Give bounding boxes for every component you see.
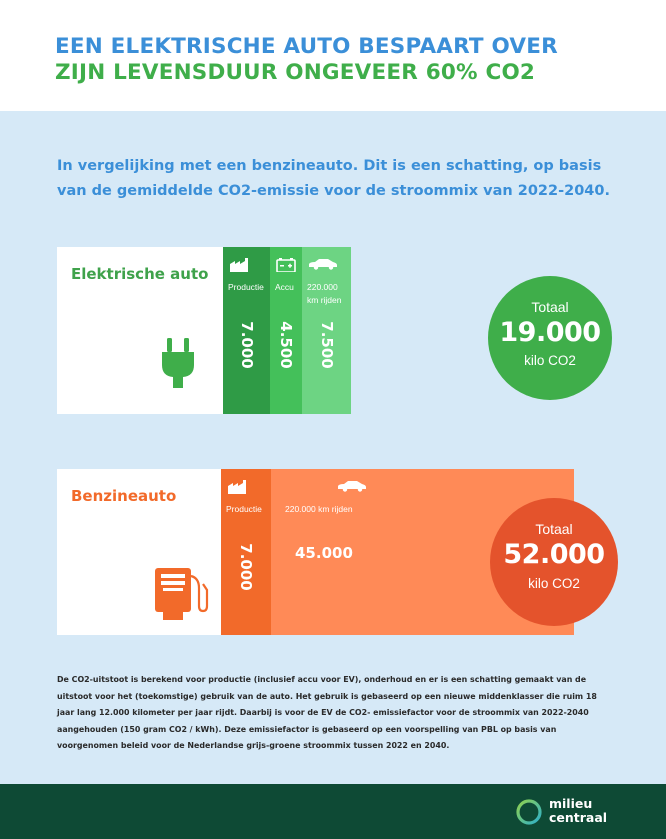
petrol-total-value: 52.000 [503, 539, 605, 570]
petrol-total-unit: kilo CO2 [528, 576, 580, 591]
battery-icon [276, 258, 296, 272]
ev-driving-segment [302, 247, 351, 414]
petrol-driving-label: 220.000 km rijden [285, 504, 353, 514]
petrol-production-value: 7.000 [237, 543, 255, 591]
ev-total-value: 19.000 [499, 317, 601, 348]
factory-icon [229, 258, 251, 272]
title-line-1: EEN ELEKTRISCHE AUTO BESPAART OVER [55, 34, 558, 59]
ev-total-unit: kilo CO2 [524, 353, 576, 368]
ev-battery-segment [270, 247, 302, 414]
plug-icon [161, 338, 195, 388]
car-icon [308, 258, 338, 270]
ev-total-circle [488, 276, 612, 400]
footnote-text: De CO2-uitstoot is berekend voor productie (inclusief accu voor EV), onderhoud en er is een schatting gemaakt van de uitstoot voor het (toekomstige) gebruik van de auto. Het gebruik is gebaseerd op een nieuwe middenklasser die ruim 18 jaar lang 12.000 kilometer per jaar rijdt. Daarbij is voor de EV de CO2- emissiefactor voor de stroommix van 2022-2040 aangehouden (150 gram CO2 / kWh). Deze emissiefactor is gebaseerd op een voorspelling van PBL op basis van voorgenomen beleid voor de Nederlandse grijs-groene stroommix tussen 2022 en 2040. [57, 675, 597, 750]
ev-battery-value: 4.500 [277, 321, 295, 369]
petrol-total-label: Totaal [535, 521, 573, 537]
ev-production-label: Productie [228, 282, 264, 292]
petrol-total-circle [490, 498, 618, 626]
ev-production-value: 7.000 [237, 321, 256, 369]
factory-icon [227, 480, 249, 494]
title-line-2: ZIJN LEVENSDUUR ONGEVEER 60% CO2 [55, 60, 536, 85]
page-title [55, 34, 558, 86]
logo-text [549, 797, 607, 825]
ev-label: Elektrische auto [71, 265, 209, 283]
car-icon [337, 480, 367, 492]
ev-driving-value: 7.500 [317, 321, 336, 369]
intro-text: In vergelijking met een benzineauto. Dit is een schatting, op basis van de gemiddelde CO2-emissie voor de stroommix van 2022-2040. [57, 158, 610, 199]
milieu-centraal-logo-icon [515, 798, 543, 826]
logo-line-1: milieu [549, 796, 593, 811]
ev-battery-label: Accu [275, 282, 294, 292]
petrol-production-label: Productie [226, 504, 262, 514]
ev-row [57, 247, 351, 414]
ev-driving-label: 220.000 km rijden [307, 282, 342, 305]
petrol-label: Benzineauto [71, 487, 177, 505]
petrol-driving-value: 45.000 [295, 544, 353, 562]
petrol-production-segment [221, 469, 271, 635]
ev-total-label: Totaal [531, 299, 569, 315]
ev-production-segment [223, 247, 270, 414]
logo-line-2: centraal [549, 810, 608, 825]
fuel-pump-icon [155, 568, 209, 620]
